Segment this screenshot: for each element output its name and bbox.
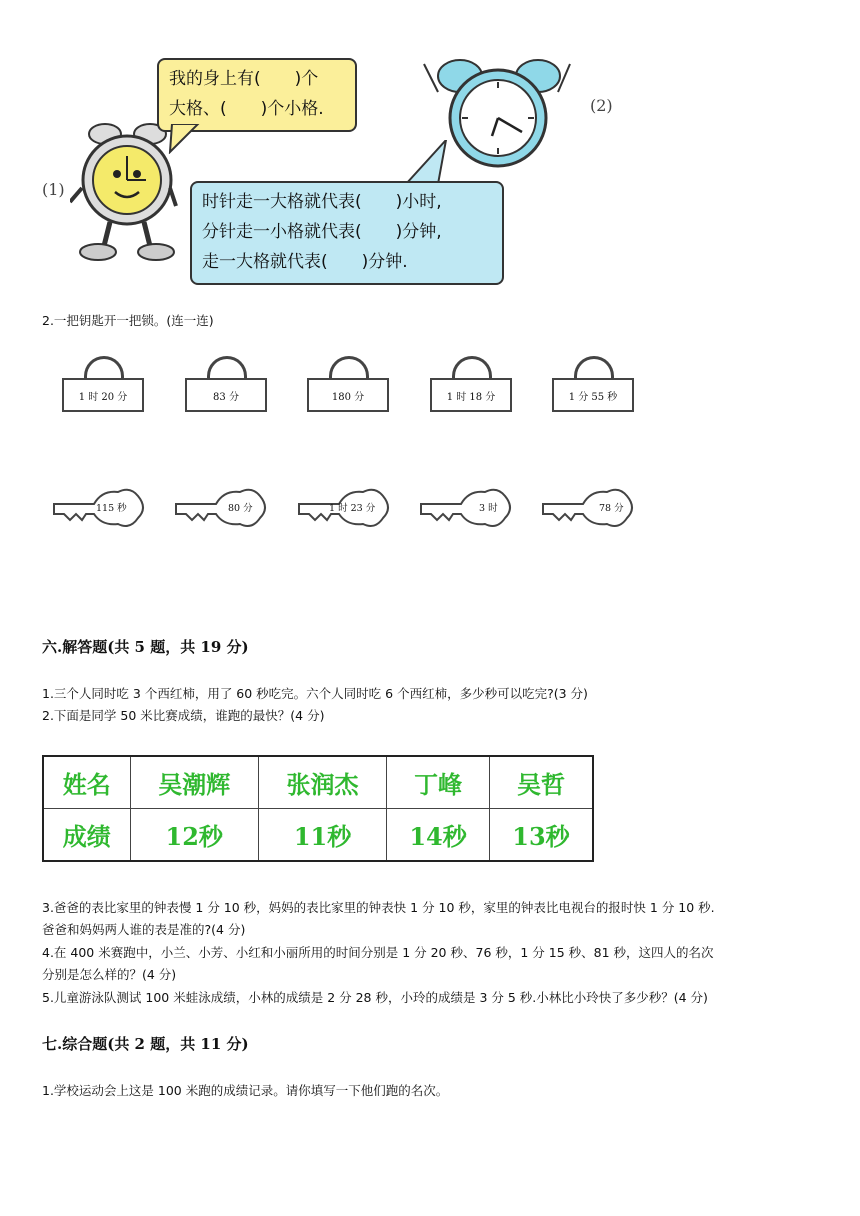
section-6-heading: 六.解答题(共 5 题，共 19 分)	[42, 638, 249, 656]
bubble-line: 走一大格就代表( )分钟.	[202, 252, 408, 272]
key-icon	[419, 486, 515, 530]
blue-speech-bubble	[190, 181, 504, 285]
lock[interactable]	[552, 356, 634, 416]
lock-label: 83 分	[185, 378, 267, 412]
table-cell: 成绩	[43, 809, 130, 862]
lock[interactable]	[307, 356, 389, 416]
lock[interactable]	[62, 356, 144, 416]
question-text: 爸爸和妈妈两人谁的表是准的?(4 分)	[42, 922, 246, 937]
key[interactable]	[52, 486, 148, 530]
key[interactable]	[297, 486, 393, 530]
table-cell: 13秒	[489, 809, 593, 862]
lock[interactable]	[430, 356, 512, 416]
key-icon	[174, 486, 270, 530]
question-text: 1.学校运动会上这是 100 米跑的成绩记录。请你填写一下他们跑的名次。	[42, 1083, 449, 1098]
bubble-line: 我的身上有( )个	[169, 69, 319, 89]
table-cell: 14秒	[387, 809, 490, 862]
question-2-text: 2.一把钥匙开一把锁。(连一连)	[42, 313, 214, 328]
question-text: 5.儿童游泳队测试 100 米蛙泳成绩，小林的成绩是 2 分 28 秒，小玲的成绩是 3 分 5 秒.小林比小玲快了多少秒？(4 分)	[42, 990, 708, 1005]
lock-label: 1 时 18 分	[430, 378, 512, 412]
yellow-speech-bubble	[157, 58, 357, 132]
question-text: 分别是怎么样的？(4 分)	[42, 967, 177, 982]
table-cell: 吴潮辉	[130, 756, 258, 809]
table-row	[43, 756, 593, 809]
key[interactable]	[174, 486, 270, 530]
key[interactable]	[541, 486, 637, 530]
table-row	[43, 809, 593, 862]
table-cell: 姓名	[43, 756, 130, 809]
key-label: 80 分	[228, 503, 253, 514]
cartoon-clock-icon	[70, 118, 180, 268]
table-cell: 丁峰	[387, 756, 490, 809]
key-label: 115 秒	[96, 503, 127, 514]
section-7-heading: 七.综合题(共 2 题，共 11 分)	[42, 1035, 249, 1053]
table-cell: 张润杰	[258, 756, 386, 809]
lock-label: 1 分 55 秒	[552, 378, 634, 412]
question-text: 3.爸爸的表比家里的钟表慢 1 分 10 秒，妈妈的表比家里的钟表快 1 分 10 秒，家里的钟表比电视台的报时快 1 分 10 秒.	[42, 900, 715, 915]
figure-label-1: (1)	[42, 180, 65, 199]
question-text: 2.下面是同学 50 米比赛成绩，谁跑的最快？(4 分)	[42, 708, 325, 723]
bubble-line: 大格、( )个小格.	[169, 99, 324, 119]
table-cell: 11秒	[258, 809, 386, 862]
key-label: 1 时 23 分	[329, 503, 376, 514]
key-label: 78 分	[599, 503, 624, 514]
lock-label: 1 时 20 分	[62, 378, 144, 412]
key[interactable]	[419, 486, 515, 530]
question-text: 4.在 400 米赛跑中，小兰、小芳、小红和小丽所用的时间分别是 1 分 20 秒、76 秒，1 分 15 秒、81 秒，这四人的名次	[42, 945, 714, 960]
figure-label-2: (2)	[590, 96, 613, 115]
bubble-tail-icon	[398, 140, 458, 186]
race-results-table	[42, 755, 594, 862]
table-cell: 12秒	[130, 809, 258, 862]
lock[interactable]	[185, 356, 267, 416]
lock-label: 180 分	[307, 378, 389, 412]
key-label: 3 时	[479, 503, 498, 514]
question-text: 1.三个人同时吃 3 个西红柿，用了 60 秒吃完。六个人同时吃 6 个西红柿，多少秒可以吃完?(3 分)	[42, 686, 588, 701]
bubble-line: 分针走一小格就代表( )分钟,	[202, 222, 442, 242]
bubble-line: 时针走一大格就代表( )小时,	[202, 192, 442, 212]
bubble-tail-icon	[168, 124, 208, 154]
table-cell: 吴哲	[489, 756, 593, 809]
